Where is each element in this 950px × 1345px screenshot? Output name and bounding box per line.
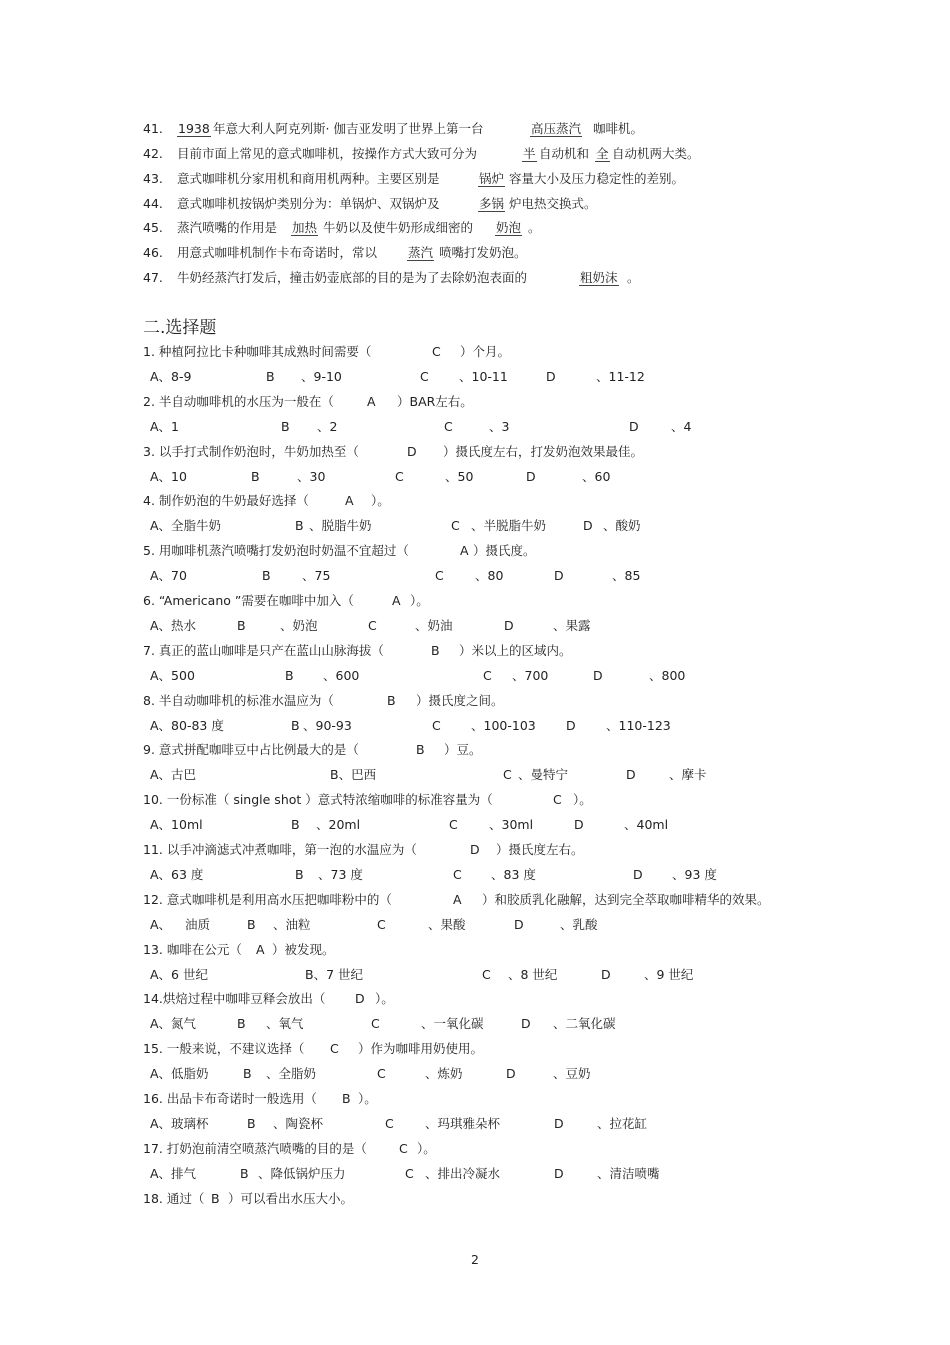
option-item: 、11-12 xyxy=(596,369,645,384)
option-item: A、氮气 xyxy=(150,1016,197,1032)
option-item: A、全脂牛奶 xyxy=(150,518,222,534)
option-item: 、600 xyxy=(323,667,360,683)
question-text: 10. 一份标准（ single shot ）意式特浓缩咖啡的标准容量为（ xyxy=(143,792,493,808)
option-item: 、30ml xyxy=(489,817,534,833)
option-item: A、10 xyxy=(150,468,187,484)
option-item: C xyxy=(453,867,462,882)
option-item: C xyxy=(444,418,453,434)
option-item: B xyxy=(295,518,304,534)
question-text: 意式咖啡机分家用机和商用机两种。主要区别是 xyxy=(177,171,440,186)
question-answer: B xyxy=(431,642,440,658)
question-number: 44. xyxy=(143,196,163,211)
option-item: 、80 xyxy=(475,568,504,584)
option-item: B xyxy=(240,1165,249,1181)
option-item: A、热水 xyxy=(150,618,197,633)
section-title: 二.选择题 xyxy=(143,318,217,338)
question-answer: A xyxy=(256,941,265,957)
question-answer: C xyxy=(432,344,441,359)
option-item: 、豆奶 xyxy=(553,1066,591,1082)
question-text: 用意式咖啡机制作卡布奇诺时，常以 xyxy=(177,245,378,260)
question-text: 喷嘴打发奶泡。 xyxy=(439,245,527,260)
option-item: A、80-83 度 xyxy=(150,717,224,733)
option-item: 、75 xyxy=(302,568,331,584)
question-answer: D xyxy=(470,842,480,857)
option-item: D xyxy=(593,667,603,683)
option-item: A、10ml xyxy=(150,817,203,833)
answer-blank xyxy=(478,196,505,212)
question-text: 4. 制作奶泡的牛奶最好选择（ xyxy=(143,493,309,509)
option-item: 、8 世纪 xyxy=(508,966,558,982)
option-item: D xyxy=(601,966,611,982)
question-text: 13. 咖啡在公元（ xyxy=(143,941,242,957)
question-answer: A xyxy=(453,891,462,907)
option-item: 、40ml xyxy=(624,817,669,833)
option-item: D xyxy=(633,867,643,882)
option-item: 、清洁喷嘴 xyxy=(597,1165,660,1181)
option-item: D xyxy=(506,1066,516,1082)
option-item: D xyxy=(583,518,593,534)
question-text: ）个月。 xyxy=(460,344,511,359)
option-item: 、4 xyxy=(671,418,692,434)
question-text: 容量大小及压力稳定性的差别。 xyxy=(509,171,685,186)
option-item: D xyxy=(546,369,556,384)
question-number: 41. xyxy=(143,121,163,136)
option-item: 、摩卡 xyxy=(669,767,707,783)
question-text: 18. 通过（ xyxy=(143,1190,205,1206)
question-answer: B xyxy=(211,1190,220,1206)
question-text: 11. 以手冲滴滤式冲煮咖啡，第一泡的水温应为（ xyxy=(143,842,417,857)
option-item: 、果酸 xyxy=(428,916,466,932)
option-item: 、果露 xyxy=(553,618,591,633)
question-text: 5. 用咖啡机蒸汽喷嘴打发奶泡时奶温不宜超过（ xyxy=(143,543,409,559)
question-text: ）可以看出水压大小。 xyxy=(228,1190,354,1206)
question-text: 2. 半自动咖啡机的水压为一般在（ xyxy=(143,393,334,409)
question-text: ）。 xyxy=(410,593,429,608)
question-answer: C xyxy=(553,792,562,808)
option-item: B、巴西 xyxy=(330,767,377,783)
question-text: ）。 xyxy=(417,1140,436,1156)
page-number: 2 xyxy=(471,1252,479,1267)
option-item: 、氧气 xyxy=(266,1016,304,1032)
question-text: 14.烘焙过程中咖啡豆释会放出（ xyxy=(143,991,326,1007)
question-answer: A xyxy=(392,593,401,608)
question-answer: B xyxy=(416,742,425,758)
answer-underline: 半 xyxy=(523,146,536,161)
option-item: 、60 xyxy=(582,468,611,484)
option-item: 、奶油 xyxy=(415,618,453,633)
option-item: B xyxy=(237,1016,246,1032)
question-text: ）摄氏度左右，打发奶泡效果最佳。 xyxy=(443,443,644,459)
option-item: D xyxy=(626,767,636,783)
question-text: 15. 一般来说，不建议选择（ xyxy=(143,1041,305,1057)
option-item: C xyxy=(432,717,441,733)
option-item: 、脱脂牛奶 xyxy=(309,518,372,534)
question-number: 42. xyxy=(143,146,163,161)
answer-blank xyxy=(478,171,505,187)
option-item: C xyxy=(451,518,460,534)
option-item: D xyxy=(554,1165,564,1181)
option-item: D xyxy=(504,618,514,633)
answer-underline: 多锅 xyxy=(479,196,505,211)
option-item: D xyxy=(521,1016,531,1032)
option-item: A、500 xyxy=(150,667,195,683)
option-item: A、排气 xyxy=(150,1165,197,1181)
option-item: C xyxy=(368,618,377,633)
answer-blank xyxy=(495,220,522,236)
option-item: C xyxy=(482,966,491,982)
option-item: 、陶瓷杯 xyxy=(273,1116,324,1131)
question-text: 8. 半自动咖啡机的标准水温应为（ xyxy=(143,692,334,708)
question-text: ）。 xyxy=(573,792,592,808)
answer-underline: 奶泡 xyxy=(496,220,522,235)
question-answer: B xyxy=(387,692,396,708)
question-text: 蒸汽喷嘴的作用是 xyxy=(177,220,278,235)
option-item: 、9-10 xyxy=(301,369,342,384)
option-item: C xyxy=(420,369,429,384)
question-number: 43. xyxy=(143,171,163,186)
option-item: C xyxy=(385,1116,394,1131)
option-item: 、玛琪雅朵杯 xyxy=(425,1116,501,1131)
question-answer: C xyxy=(399,1140,408,1156)
option-item: B xyxy=(251,468,260,484)
question-answer: D xyxy=(407,443,417,459)
question-text: 咖啡机。 xyxy=(593,121,644,136)
question-text: ）BAR左右。 xyxy=(397,393,473,409)
question-text: 目前市面上常见的意式咖啡机，按操作方式大致可分为 xyxy=(177,146,478,161)
option-item: A、6 世纪 xyxy=(150,966,208,982)
option-item: C xyxy=(449,817,458,833)
question-text: ）米以上的区域内。 xyxy=(459,642,572,658)
question-text: 6. “Americano ”需要在咖啡中加入（ xyxy=(143,593,354,608)
option-item: 、排出冷凝水 xyxy=(425,1165,501,1181)
option-item: 、83 度 xyxy=(491,867,536,882)
option-item: D xyxy=(554,1116,564,1131)
option-item: A、8-9 xyxy=(150,369,192,384)
option-item: 、乳酸 xyxy=(560,916,598,932)
question-text: 炉电热交换式。 xyxy=(509,196,597,211)
option-item: 、全脂奶 xyxy=(266,1066,317,1082)
option-item: B xyxy=(247,916,256,932)
answer-blank xyxy=(522,146,537,162)
question-text: 自动机两大类。 xyxy=(612,146,700,161)
option-item: B xyxy=(291,717,300,733)
question-text: 自动机和 xyxy=(539,146,590,161)
option-item: D xyxy=(526,468,536,484)
option-item: 、拉花缸 xyxy=(597,1116,648,1131)
question-text: 9. 意式拼配咖啡豆中占比例最大的是（ xyxy=(143,742,359,758)
option-item: A、 xyxy=(150,916,172,932)
option-item: 、110-123 xyxy=(606,717,671,733)
question-text: 1. 种植阿拉比卡种咖啡其成熟时间需要（ xyxy=(143,344,372,359)
option-item: B xyxy=(285,667,294,683)
option-item: 、50 xyxy=(445,468,474,484)
question-number: 47. xyxy=(143,270,163,285)
question-text: 意式咖啡机按锅炉类别分为：单锅炉、双锅炉及 xyxy=(177,196,440,211)
option-item: A、70 xyxy=(150,568,187,584)
option-item: C xyxy=(371,1016,380,1032)
answer-blank xyxy=(595,146,610,162)
option-item: B xyxy=(291,817,300,833)
option-item: C xyxy=(503,767,512,783)
question-text: ）作为咖啡用奶使用。 xyxy=(358,1041,484,1057)
answer-blank xyxy=(579,270,619,286)
question-text: 牛奶经蒸汽打发后，撞击奶壶底部的目的是为了去除奶泡表面的 xyxy=(177,270,528,285)
question-text: ）摄氏度左右。 xyxy=(496,842,584,857)
answer-underline: 锅炉 xyxy=(479,171,505,186)
option-item: 油质 xyxy=(185,916,211,932)
option-item: 、奶泡 xyxy=(280,618,318,633)
question-text: 。 xyxy=(528,220,541,235)
option-item: C xyxy=(435,568,444,584)
answer-underline: 加热 xyxy=(292,220,318,235)
option-item: 、700 xyxy=(512,667,549,683)
question-text: 12. 意式咖啡机是利用高水压把咖啡粉中的（ xyxy=(143,891,392,907)
option-item: 、90-93 xyxy=(303,717,352,733)
question-number: 46. xyxy=(143,245,163,260)
option-item: 、30 xyxy=(297,468,326,484)
option-item: B xyxy=(281,418,290,434)
answer-underline: 高压蒸汽 xyxy=(531,121,582,136)
question-text: ）和胶质乳化融解，达到完全萃取咖啡精华的效果。 xyxy=(482,891,770,907)
option-item: 、曼特宁 xyxy=(518,767,569,783)
question-text: 。 xyxy=(627,270,640,285)
answer-blank xyxy=(530,121,582,137)
question-text: ）被发现。 xyxy=(272,941,335,957)
option-item: B xyxy=(262,568,271,584)
option-item: D xyxy=(574,817,584,833)
question-text: ）。 xyxy=(358,1091,377,1106)
option-item: 、油粒 xyxy=(273,916,311,932)
question-text: 7. 真正的蓝山咖啡是只产在蓝山山脉海拔（ xyxy=(143,642,384,658)
option-item: A、1 xyxy=(150,418,180,434)
option-item: 、9 世纪 xyxy=(644,966,694,982)
option-item: C xyxy=(377,1066,386,1082)
option-item: C xyxy=(405,1165,414,1181)
option-item: 、73 度 xyxy=(318,867,363,882)
question-text: ）。 xyxy=(375,991,394,1007)
option-item: 、酸奶 xyxy=(603,518,641,534)
option-item: 、一氧化碳 xyxy=(421,1016,484,1032)
option-item: 、85 xyxy=(612,568,641,584)
question-answer: A xyxy=(460,543,469,559)
option-item: 、降低锅炉压力 xyxy=(258,1165,346,1181)
option-item: C xyxy=(377,916,386,932)
question-text: 3. 以手打式制作奶泡时，牛奶加热至（ xyxy=(143,443,359,459)
answer-underline: 1938 xyxy=(178,121,210,136)
option-item: C xyxy=(483,667,492,683)
option-item: A、低脂奶 xyxy=(150,1066,209,1082)
option-item: B xyxy=(237,618,246,633)
question-text: ）摄氏度。 xyxy=(473,543,536,559)
answer-underline: 蒸汽 xyxy=(408,245,434,260)
question-text: 16. 出品卡布奇诺时一般选用（ xyxy=(143,1091,317,1106)
option-item: B xyxy=(243,1066,252,1082)
option-item: 、10-11 xyxy=(459,369,508,384)
question-answer: A xyxy=(345,493,354,509)
question-text: ）豆。 xyxy=(444,742,482,758)
question-number: 45. xyxy=(143,220,163,235)
question-text: 年意大利人阿克列斯· 伽吉亚发明了世界上第一台 xyxy=(213,121,484,136)
option-item: B xyxy=(247,1116,256,1131)
option-item: 、20ml xyxy=(316,817,361,833)
option-item: 、半脱脂牛奶 xyxy=(471,518,547,534)
option-item: 、3 xyxy=(489,418,510,434)
option-item: 、2 xyxy=(317,418,338,434)
question-answer: C xyxy=(330,1041,339,1057)
option-item: B、7 世纪 xyxy=(305,966,364,982)
answer-underline: 全 xyxy=(596,146,609,161)
answer-blank xyxy=(177,121,211,137)
option-item: C xyxy=(395,468,404,484)
option-item: D xyxy=(554,568,564,584)
option-item: 、100-103 xyxy=(471,717,536,733)
question-text: 17. 打奶泡前清空喷蒸汽喷嘴的目的是（ xyxy=(143,1140,367,1156)
option-item: B xyxy=(266,369,275,384)
answer-blank xyxy=(291,220,318,236)
option-item: D xyxy=(629,418,639,434)
option-item: 、炼奶 xyxy=(425,1066,463,1082)
option-item: A、63 度 xyxy=(150,867,204,882)
question-answer: B xyxy=(342,1091,351,1106)
option-item: D xyxy=(514,916,524,932)
option-item: 、93 度 xyxy=(672,867,717,882)
question-text: ）摄氏度之间。 xyxy=(416,692,504,708)
option-item: A、玻璃杯 xyxy=(150,1116,209,1131)
answer-blank xyxy=(407,245,434,261)
question-text: 牛奶以及使牛奶形成细密的 xyxy=(323,220,474,235)
option-item: 、800 xyxy=(649,667,686,683)
question-answer: A xyxy=(367,393,376,409)
answer-underline: 粗奶沫 xyxy=(580,270,618,285)
option-item: 、二氧化碳 xyxy=(553,1016,616,1032)
option-item: D xyxy=(566,717,576,733)
option-item: A、古巴 xyxy=(150,767,197,783)
option-item: B xyxy=(295,867,304,882)
question-answer: D xyxy=(355,991,365,1007)
question-text: ）。 xyxy=(371,493,390,509)
